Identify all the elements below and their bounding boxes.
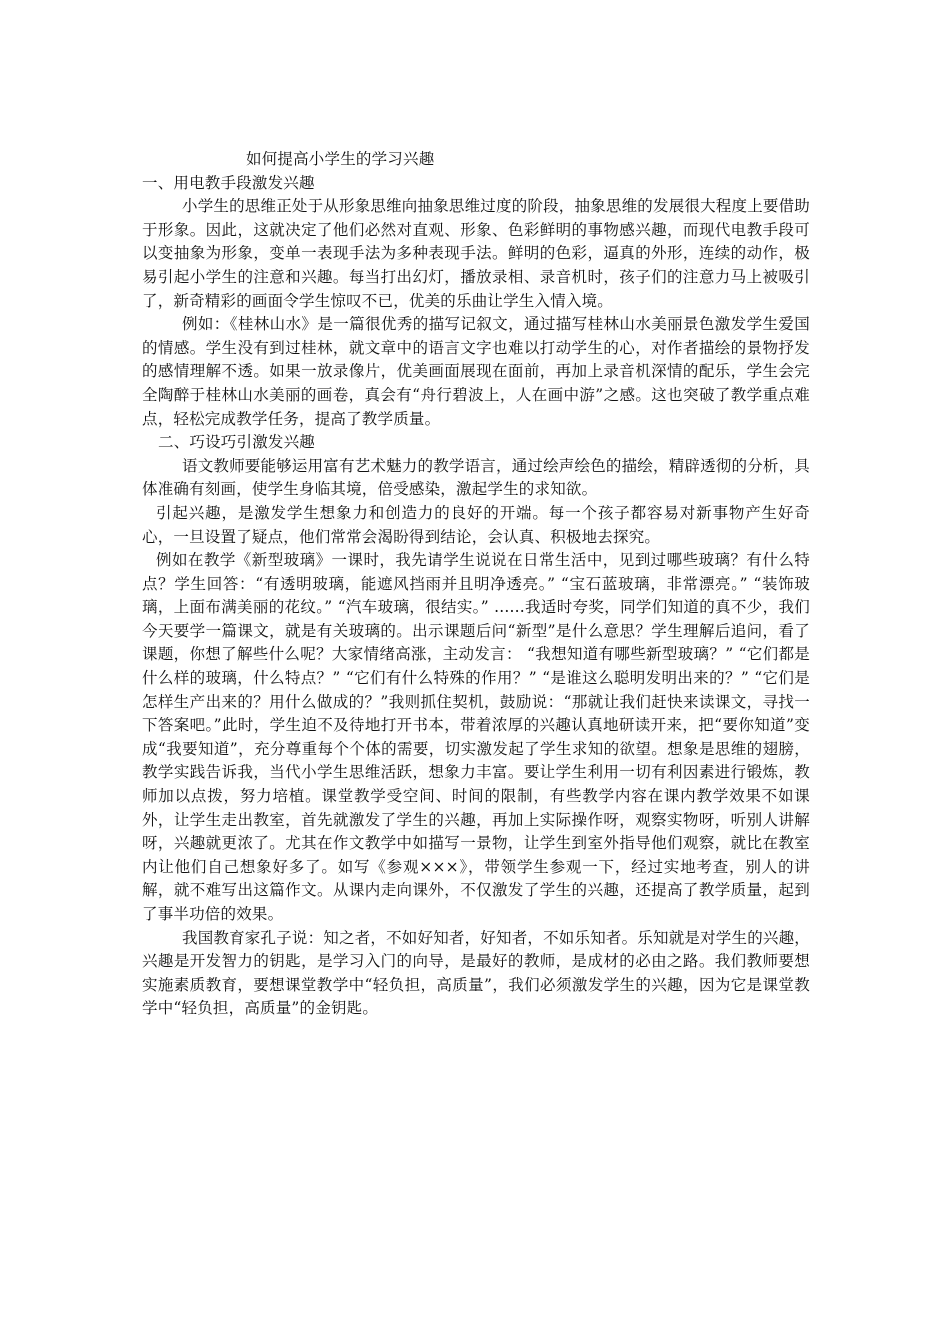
document-title: 如何提高小学生的学习兴趣 [246, 150, 435, 168]
section-1-heading: 一、用电教手段激发兴趣 [142, 173, 315, 192]
document-page [142, 148, 810, 1021]
section-2-heading: 二、巧设巧引激发兴趣 [158, 433, 316, 452]
section-1-paragraph-1: 小学生的思维正处于从形象思维向抽象思维过度的阶段，抽象思维的发展很大程度上要借助于形象。因此，这就决定了他们必然对直观、形象、色彩鲜明的事物感兴趣，而现代电教手段可以变抽象为形象，变单一表现手法为多种表现手法。鲜明的色彩，逼真的外形，连续的动作，极易引起小学生的注意和兴趣。每当打出幻灯，播放录相、录音机时，孩子们的注意力马上被吸引了，新奇精彩的画面令学生惊叹不已，优美的乐曲让学生入情入境。 [142, 197, 811, 310]
section-2-paragraph-1: 语文教师要能够运用富有艺术魅力的教学语言，通过绘声绘色的描绘，精辟透彻的分析，具体准确有刻画，使学生身临其境，倍受感染，激起学生的求知欲。 [142, 456, 811, 499]
section-2-paragraph-2: 引起兴趣，是激发学生想象力和创造力的良好的开端。每一个孩子都容易对新事物产生好奇心，一旦设置了疑点，他们常常会渴盼得到结论，会认真、积极地去探究。 [142, 503, 810, 546]
section-2-paragraph-3: 例如在教学《新型玻璃》一课时，我先请学生说说在日常生活中，见到过哪些玻璃？有什么特点？学生回答：“有透明玻璃，能遮风挡雨并且明净透亮。” “宝石蓝玻璃，非常漂亮。” “装饰玻璃，上面布满美丽的花纹。” “汽车玻璃，很结实。” ......我适时夸奖，同学们知道的真不少，我们今天要学一篇课文，就是有关玻璃的。出示课题后问“新型”是什么意思？学生理解后追问，看了课题，你想了解些什么呢？大家情绪高涨，主动发言： “我想知道有哪些新型玻璃？” “它们都是什么样的玻璃，什么特点？” “它们有什么特殊的作用？” “是谁这么聪明发明出来的？” “它们是怎样生产出来的？用什么做成的？”我则抓住契机，鼓励说：“那就让我们赶快来读课文，寻找一下答案吧。”此时，学生迫不及待地打开书本，带着浓厚的兴趣认真地研读开来，把“要你知道”变成“我要知道”，充分尊重每个个体的需要，切实激发起了学生求知的欲望。想象是思维的翅膀，教学实践告诉我，当代小学生思维活跃，想象力丰富。要让学生利用一切有利因素进行锻炼，教师加以点拨，努力培植。课堂教学受空间、时间的限制，有些教学内容在课内教学效果不如课外，让学生走出教室，首先就激发了学生的兴趣，再加上实际操作呀，观察实物呀，听别人讲解呀，兴趣就更浓了。尤其在作文教学中如描写一景物，让学生到室外指导他们观察，就比在教室内让他们自己想象好多了。如写《参观×××》，带领学生参观一下，经过实地考查，别人的讲解，就不难写出这篇作文。从课内走向课外，不仅激发了学生的兴趣，还提高了教学质量，起到了事半功倍的效果。 [142, 551, 810, 923]
section-1-paragraph-2: 例如：《桂林山水》是一篇很优秀的描写记叙文，通过描写桂林山水美丽景色激发学生爱国的情感。学生没有到过桂林，就文章中的语言文字也难以打动学生的心，对作者描绘的景物抒发的感情理解不透。如果一放录像片，优美画面展现在面前，再加上录音机深情的配乐，学生会完全陶醉于桂林山水美丽的画卷，真会有“舟行碧波上，人在画中游”之感。这也突破了教学重点难点，轻松完成教学任务，提高了教学质量。 [142, 315, 810, 428]
section-2-paragraph-4: 我国教育家孔子说：知之者，不如好知者，好知者，不如乐知者。乐知就是对学生的兴趣，兴趣是开发智力的钥匙，是学习入门的向导，是最好的教师，是成材的必由之路。我们教师要想实施素质教育，要想课堂教学中“轻负担，高质量”，我们必须激发学生的兴趣，因为它是课堂教学中“轻负担，高质量”的金钥匙。 [142, 928, 811, 1018]
